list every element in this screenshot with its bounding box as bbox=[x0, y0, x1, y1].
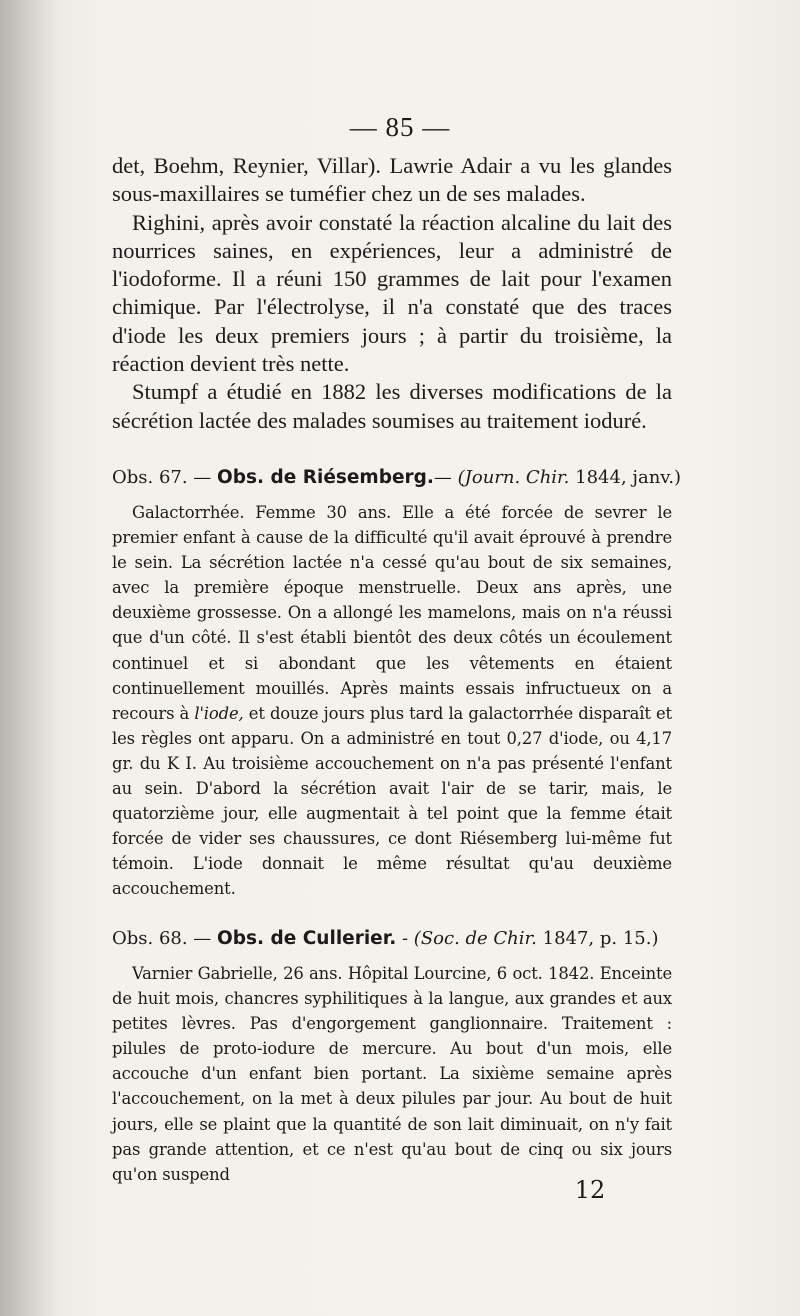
page-number: — 85 — bbox=[349, 112, 451, 142]
observation-title: Obs. de Cullerier. bbox=[217, 928, 397, 949]
observation-68-heading bbox=[112, 928, 682, 949]
observation-source: (Journ. Chir. bbox=[457, 467, 570, 488]
binding-shadow bbox=[0, 0, 60, 1316]
emphasis-iode: l'iode, bbox=[194, 703, 244, 723]
observation-date: 1844, janv.) bbox=[575, 467, 682, 488]
observation-67-heading bbox=[112, 467, 682, 488]
observation-number: Obs. 67. — bbox=[112, 467, 212, 488]
paragraph-continuation: det, Boehm, Reynier, Villar). Lawrie Adair a vu les glandes sous-maxillaires se tuméfier chez un de ses malades. bbox=[112, 153, 672, 207]
observation-67-text bbox=[112, 500, 672, 902]
observation-68-text bbox=[112, 961, 672, 1187]
observation-text-part: Galactorrhée. Femme 30 ans. Elle a été forcée de sevrer le premier enfant à cause de la difficulté qu'il avait éprouvé à prendre le sein. La sécrétion lactée n'a cessé qu'au bout de six semaines, avec la première époque menstruelle. Deux ans après, une deuxième grossesse. On a allongé les mamelons, mais on n'a réussi que d'un côté. Il s'est établi bientôt des deux côtés un écoulement continuel et si abondant que les vêtements en étaient continuellement mouillés. Après maints essais infructueux on a recours à bbox=[112, 503, 672, 723]
observation-text-part: et douze jours plus tard la galactorrhée disparaît et les règles ont apparu. On a administré en tout 0,27 d'iode, ou 4,17 gr. du K I. Au troisième accouchement on n'a pas présenté l'enfant au sein. D'abord la sécrétion avait l'air de se tarir, mais, le quatorzième jour, elle augmentait à tel point que la femme était forcée de vider ses chaussures, ce dont Riésemberg lui-même fut témoin. L'iode donnait le même résultat qu'au deuxième accouchement. bbox=[112, 703, 672, 899]
heading-dash: — bbox=[433, 467, 452, 488]
observation-title: Obs. de Riésemberg. bbox=[217, 467, 434, 488]
paragraph-stumpf: Stumpf a étudié en 1882 les diverses modifications de la sécrétion lactée des malades soumises au traitement ioduré. bbox=[112, 379, 672, 433]
heading-dash: - bbox=[401, 928, 409, 949]
observation-number: Obs. 68. — bbox=[112, 928, 212, 949]
observation-source: (Soc. de Chir. bbox=[413, 928, 537, 949]
observation-date: 1847, p. 15.) bbox=[542, 928, 659, 949]
paragraph-righini: Righini, après avoir constaté la réaction alcaline du lait des nourrices saines, en expériences, leur a administré de l'iodoforme. Il a réuni 150 grammes de lait pour l'examen chimique. Par l'électrolyse, il n'a constaté que des traces d'iode les deux premiers jours ; à partir du troisième, la réaction devient très nette. bbox=[112, 209, 672, 377]
intro-text bbox=[112, 152, 672, 435]
observation-body: Varnier Gabrielle, 26 ans. Hôpital Lourcine, 6 oct. 1842. Enceinte de huit mois, chancres syphilitiques à la langue, aux grandes et aux petites lèvres. Pas d'engorgement ganglionnaire. Traitement : pilules de proto-iodure de mercure. Au bout d'un mois, elle accouche d'un enfant bien portant. La sixième semaine après l'accouchement, on la met à deux pilules par jour. Au bout de huit jours, elle se plaint que la quantité de son lait diminuait, on n'y fait pas grande attention, et ce n'est qu'au bout de cinq ou six jours qu'on suspend bbox=[112, 964, 672, 1184]
observation-body bbox=[112, 500, 672, 902]
signature-mark: 12 bbox=[574, 1176, 606, 1204]
